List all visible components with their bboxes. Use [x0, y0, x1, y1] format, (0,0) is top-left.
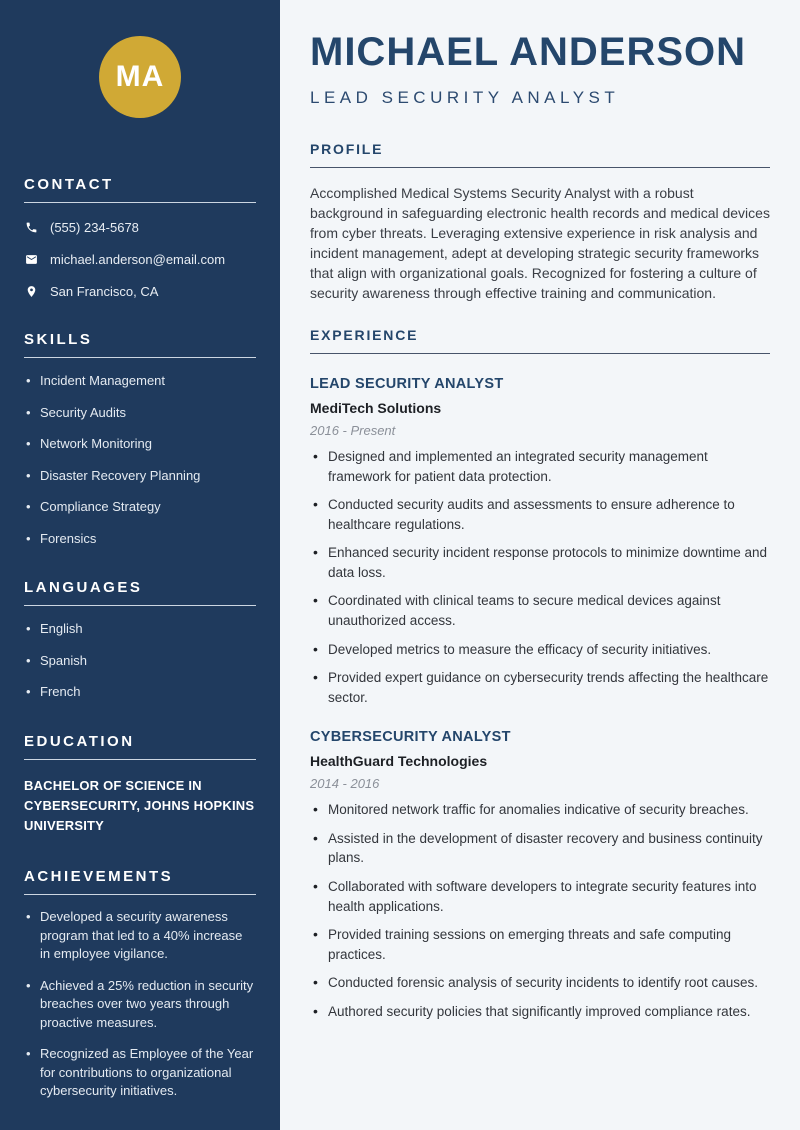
person-title: LEAD SECURITY ANALYST	[310, 88, 620, 107]
job-bullet: • Conducted security audits and assessments to ensure adherence to healthcare regulations.	[310, 495, 770, 534]
languages-section	[24, 579, 256, 701]
job-bullet: • Assisted in the development of disaster recovery and business continuity plans.	[310, 829, 770, 868]
education-degree: BACHELOR OF SCIENCE IN CYBERSECURITY, JOHNS HOPKINS UNIVERSITY	[24, 777, 255, 834]
job-bullet: • Provided expert guidance on cybersecurity trends affecting the healthcare sector.	[310, 668, 770, 707]
contact-email: michael.anderson@email.com	[50, 252, 226, 267]
job-bullets	[310, 447, 770, 707]
education-heading: EDUCATION	[24, 733, 256, 760]
job-title: LEAD SECURITY ANALYST	[310, 376, 504, 393]
avatar-wrap	[24, 36, 256, 118]
language-item: • English	[24, 620, 256, 638]
contact-section	[24, 176, 256, 299]
contact-heading: CONTACT	[24, 176, 256, 203]
experience-section	[310, 327, 770, 1021]
job-dates: 2014 - 2016	[310, 776, 380, 792]
phone-icon	[24, 221, 38, 235]
contact-location: San Francisco, CA	[50, 284, 159, 299]
profile-section	[310, 141, 770, 303]
job-bullet: • Collaborated with software developers to integrate security features into health applications.	[310, 877, 770, 916]
skill-item: • Compliance Strategy	[24, 498, 256, 516]
achievement-item: • Developed a security awareness program that led to a 40% increase in employee vigilance.	[24, 908, 256, 963]
experience-heading: EXPERIENCE	[310, 327, 770, 354]
skill-item: • Incident Management	[24, 372, 256, 390]
skills-list	[24, 372, 256, 547]
skills-section	[24, 331, 256, 547]
job-bullet: • Designed and implemented an integrated security management framework for patient data protection.	[310, 447, 770, 486]
job-bullet: • Authored security policies that significantly improved compliance rates.	[310, 1002, 770, 1022]
main-content	[280, 0, 800, 1130]
job-bullet: • Provided training sessions on emerging threats and safe computing practices.	[310, 925, 770, 964]
job-bullet: • Developed metrics to measure the efficacy of security initiatives.	[310, 640, 770, 660]
job-company: HealthGuard Technologies	[310, 753, 488, 770]
skill-item: • Security Audits	[24, 404, 256, 422]
skill-item: • Disaster Recovery Planning	[24, 467, 256, 485]
job-bullet: • Conducted forensic analysis of security incidents to identify root causes.	[310, 973, 770, 993]
sidebar	[0, 0, 280, 1130]
achievement-item: • Recognized as Employee of the Year for contributions to organizational cybersecurity initiatives.	[24, 1045, 256, 1100]
job-dates: 2016 - Present	[310, 423, 396, 439]
contact-list	[24, 220, 256, 299]
envelope-icon	[24, 253, 38, 267]
achievements-section	[24, 868, 256, 1100]
achievements-heading: ACHIEVEMENTS	[24, 868, 256, 895]
contact-location-row	[24, 284, 256, 299]
job-bullet: • Enhanced security incident response protocols to minimize downtime and data loss.	[310, 543, 770, 582]
job-company: MediTech Solutions	[310, 400, 442, 417]
job-entry-2	[310, 729, 770, 1021]
education-section	[24, 733, 256, 836]
contact-email-row	[24, 252, 256, 267]
profile-text: Accomplished Medical Systems Security Analyst with a robust background in safeguarding electronic health records and medical devices from cyber threats. Leveraging extensive experience in risk analysis and incident management, adept at developing strategic security frameworks that align with organizational goals. Recognized for fostering a culture of security awareness through effective training and communication.	[310, 185, 770, 302]
languages-heading: LANGUAGES	[24, 579, 256, 606]
person-name: MICHAEL ANDERSON	[310, 30, 747, 74]
achievement-item: • Achieved a 25% reduction in security breaches over two years through proactive measures.	[24, 977, 256, 1032]
contact-phone-row	[24, 220, 256, 235]
skill-item: • Network Monitoring	[24, 435, 256, 453]
achievements-list	[24, 908, 256, 1100]
language-item: • Spanish	[24, 652, 256, 670]
avatar	[99, 36, 181, 118]
job-entry-1	[310, 376, 770, 707]
skills-heading: SKILLS	[24, 331, 256, 358]
avatar-initials: MA	[115, 60, 165, 93]
map-pin-icon	[24, 285, 38, 299]
job-bullet: • Monitored network traffic for anomalies indicative of security breaches.	[310, 800, 770, 820]
job-title: CYBERSECURITY ANALYST	[310, 729, 511, 746]
profile-heading: PROFILE	[310, 141, 770, 168]
languages-list	[24, 620, 256, 701]
language-item: • French	[24, 683, 256, 701]
skill-item: • Forensics	[24, 530, 256, 548]
job-bullets	[310, 800, 770, 1021]
job-bullet: • Coordinated with clinical teams to secure medical devices against unauthorized access.	[310, 591, 770, 630]
contact-phone: (555) 234-5678	[50, 220, 139, 235]
